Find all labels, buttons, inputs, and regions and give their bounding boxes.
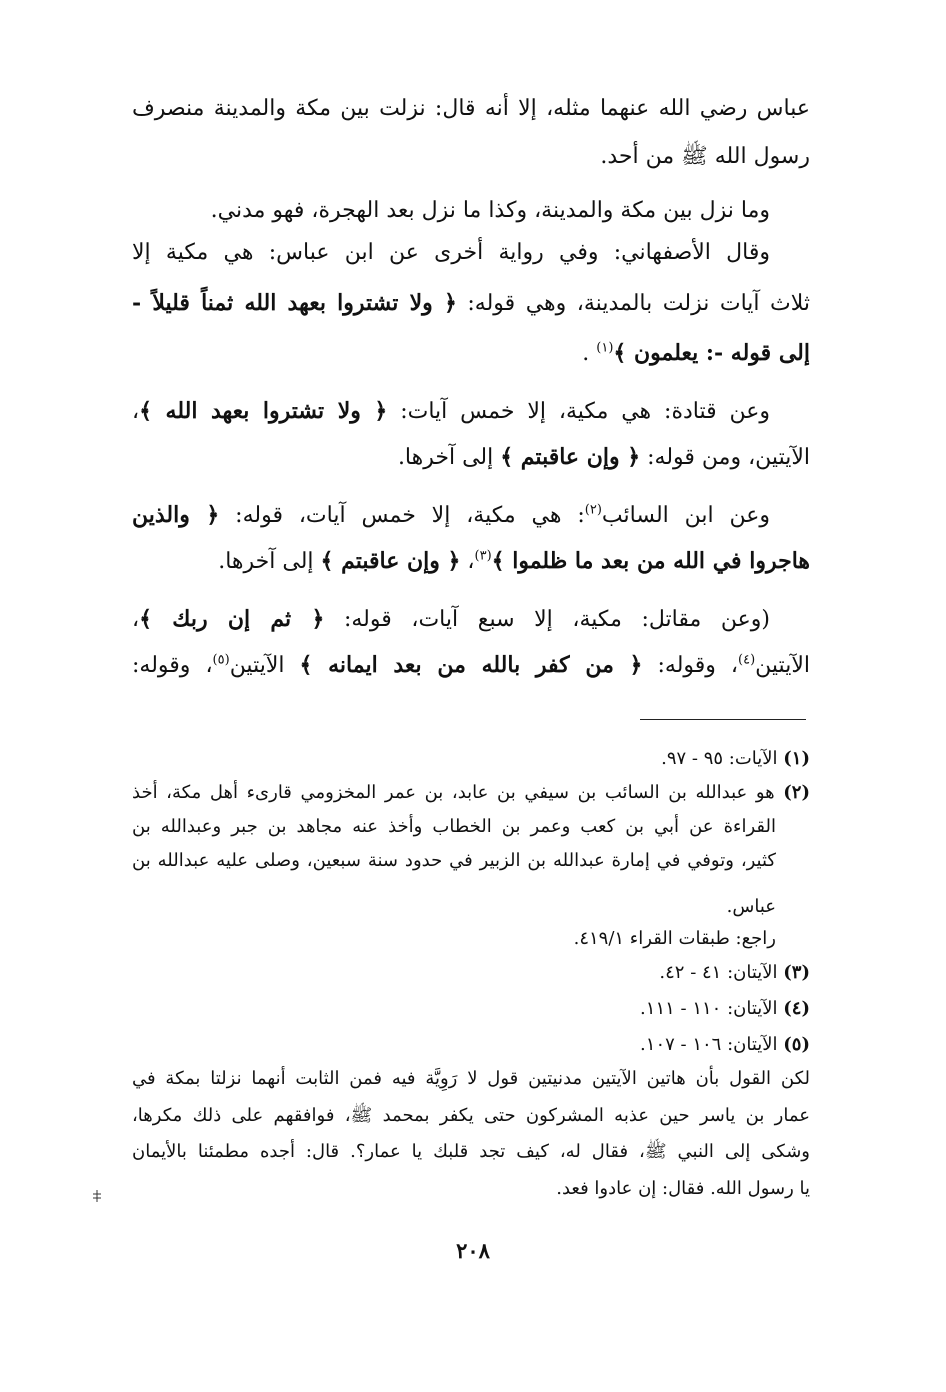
- footnote-5: [132, 1034, 810, 1055]
- footnote-2: [132, 782, 810, 803]
- quran-quote: هاجروا في الله من بعد ما ظلموا ﴾: [491, 548, 810, 574]
- p4-line2-end: إلى آخرها.: [397, 445, 501, 470]
- footnote-text: الآيتان: ١١٠ - ١١١.: [640, 998, 784, 1019]
- p6-line1-plain: (وعن مقاتل: مكية، إلا سبع آيات، قوله:: [324, 607, 770, 632]
- p3-line2-plain: ثلاث آيات نزلت بالمدينة، وهي قوله:: [456, 291, 810, 316]
- footnote-ref[interactable]: (٢): [584, 502, 602, 518]
- footnote-text: القراءة عن أبي بن كعب وعمر بن الخطاب وأخذ عنه مجاهد بن جبر وعبدالله بن: [132, 816, 776, 837]
- footnote-5-line: [132, 1178, 810, 1199]
- footnote-ref[interactable]: (٣): [474, 548, 492, 564]
- quran-quote: ﴿ من كفر بالله من بعد ايمانه ﴾: [299, 652, 643, 678]
- p3-line1: وقال الأصفهاني: وفي رواية أخرى عن ابن عباس: هي مكية إلا: [132, 240, 770, 265]
- p6-line2-plain2: ، وقوله:: [642, 653, 739, 678]
- body-line: [132, 606, 810, 632]
- footnote-4: [132, 998, 810, 1019]
- footnote-5-line: [132, 1140, 810, 1166]
- footnote-text: راجع: طبقات القراء ٤١٩/١.: [573, 928, 776, 949]
- footnote-number: (١): [783, 748, 810, 769]
- p6-line2-end: ، وقوله:: [132, 653, 213, 678]
- body-line: [132, 548, 810, 574]
- footnote-text: عباس.: [726, 896, 776, 917]
- p4-line1-plain: وعن قتادة: هي مكية، إلا خمس آيات:: [387, 399, 770, 424]
- body-line: [132, 198, 810, 223]
- footnote-5-line: [132, 1104, 810, 1130]
- footnote-separator: [640, 719, 806, 720]
- punctuation: ،: [132, 607, 140, 632]
- footnote-number: (٤): [783, 998, 810, 1019]
- p4-line2-plain: الآيتين، ومن قوله:: [640, 445, 810, 470]
- footnote-text: الآيات: ٩٥ - ٩٧.: [661, 748, 784, 769]
- p6-line2-plain: الآيتين: [755, 653, 810, 678]
- footnote-number: (٢): [783, 782, 810, 803]
- p5-line1-plain2: : هي مكية، إلا خمس آيات، قوله:: [219, 503, 585, 528]
- quran-quote: ﴿ والذين: [132, 502, 220, 528]
- footnote-1: [132, 748, 810, 769]
- page-number: ٢٠٨: [456, 1238, 490, 1263]
- p5-line2-end: إلى آخرها.: [218, 549, 321, 574]
- quran-quote: ﴿ ولا تشتروا بعهد الله ﴾: [139, 398, 388, 424]
- quran-quote: ﴿ وإن عاقبتم ﴾: [500, 444, 641, 470]
- footnote-5-line: [132, 1068, 810, 1089]
- body-line: [132, 398, 810, 424]
- footnote-2-reference: [132, 928, 776, 949]
- p5-line1-plain: وعن ابن السائب: [601, 503, 770, 528]
- punctuation: .: [582, 341, 597, 366]
- footnote-text: هو عبدالله بن السائب بن سيفي بن عابد، بن عمر المخزومي قارىء أهل مكة، أخذ: [132, 782, 784, 803]
- quran-quote: ﴿ ثم إن ربك ﴾: [139, 606, 325, 632]
- footnote-ref[interactable]: (٤): [738, 652, 756, 668]
- p6-line2-plain3: الآيتين: [229, 653, 300, 678]
- body-line: [132, 444, 810, 470]
- body-line: [132, 652, 810, 678]
- footnote-3: [132, 962, 810, 983]
- body-line: [132, 290, 810, 316]
- body-line: [132, 142, 810, 174]
- body-line: [132, 96, 810, 121]
- footnote-text: يا رسول الله. فقال: إن عادوا فعد.: [556, 1178, 810, 1199]
- footnote-text: لكن القول بأن هاتين الآيتين مدنيتين قول لا رَوِيَّة فيه فمن الثابت أنهما نزلتا بمكة في: [132, 1068, 810, 1089]
- p2-line1: وما نزل بين مكة والمدينة، وكذا ما نزل بعد الهجرة، فهو مدني.: [210, 198, 770, 223]
- body-line: [132, 240, 810, 265]
- footnote-2-line: [132, 816, 776, 837]
- quran-quote: ﴿ ولا تشتروا بعهد الله ثمناً قليلاً -: [132, 290, 457, 316]
- footnote-text: وشكى إلى النبي ﷺ، فقال له، كيف تجد قلبك يا عمار؟. قال: أجده مطمئنا بالأيمان: [132, 1141, 810, 1162]
- body-line: [132, 340, 810, 366]
- p1-line2: رسول الله ﷺ من أحد.: [600, 144, 810, 169]
- margin-scan-mark: [92, 1188, 102, 1207]
- footnote-text: عمار بن ياسر حين عذبه المشركون حتى يكفر بمحمد ﷺ، فوافقهم على ذلك مكرها،: [132, 1105, 810, 1126]
- quran-quote: ﴿ وإن عاقبتم ﴾: [320, 548, 461, 574]
- footnote-2-line: [132, 896, 776, 917]
- quran-quote: إلى قوله -: يعلمون ﴾: [613, 340, 810, 366]
- body-line: [132, 502, 810, 528]
- punctuation: ،: [132, 399, 140, 424]
- footnote-ref[interactable]: (١): [596, 340, 614, 356]
- footnote-2-line: [132, 850, 776, 871]
- footnote-number: (٣): [783, 962, 810, 983]
- p1-line1: عباس رضي الله عنهما مثله، إلا أنه قال: نزلت بين مكة والمدينة منصرف: [132, 96, 810, 121]
- footnote-ref[interactable]: (٥): [212, 652, 230, 668]
- punctuation: ،: [460, 549, 475, 574]
- footnote-number: (٥): [783, 1034, 810, 1055]
- footnote-text: الآيتان: ١٠٦ - ١٠٧.: [640, 1034, 784, 1055]
- scan-mark-icon: [92, 1189, 102, 1203]
- footnote-text: الآيتان: ٤١ - ٤٢.: [659, 962, 784, 983]
- footnote-text: كثير، وتوفي في إمارة عبدالله بن الزبير في حدود سنة سبعين، وصلى عليه عبدالله بن: [132, 850, 776, 871]
